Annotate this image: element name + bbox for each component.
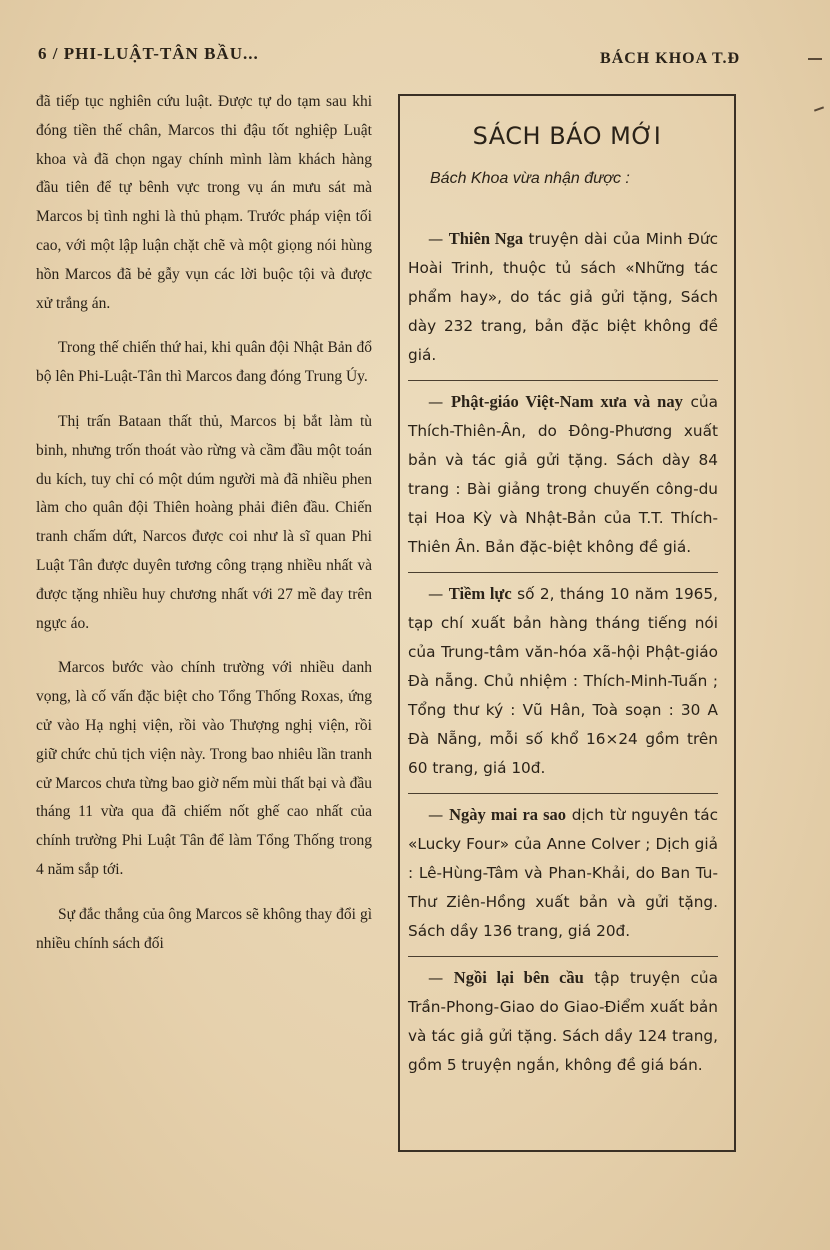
box-top-rule: [398, 94, 736, 96]
book-entry: — Thiên Nga truyện dài của Minh Đức Hoài Trinh, thuộc tủ sách «Những tác phẩm hay», do tác giả gửi tặng, Sách dày 232 trang, bản đặc biệt không đề giá.: [408, 229, 718, 364]
entry-divider: [408, 956, 718, 957]
book-entry: — Phật-giáo Việt-Nam xưa và nay của Thích-Thiên-Ân, do Đông-Phương xuất bản và tác giả gửi tặng. Sách dày 84 trang : Bài giảng trong chuyến công-du tại Hoa Kỳ và Nhật-Bản của T.T. Thích-Thiên Ân. Bản đặc-biệt không đề giá.: [408, 392, 718, 556]
running-head-left: 6 / PHI-LUẬT-TÂN BẦU...: [38, 44, 259, 63]
book-entry: — Ngày mai ra sao dịch từ nguyên tác «Lucky Four» của Anne Colver ; Dịch giả : Lê-Hùng-Tâm và Phan-Khải, do Ban Tu-Thư Ziên-Hồng xuất bản và gửi tặng. Sách dầy 136 trang, giá 20đ.: [408, 805, 718, 940]
book-entry: — Tiềm lực số 2, tháng 10 năm 1965, tạp chí xuất bản hàng tháng tiếng nói của Trung-tâm văn-hóa xã-hội Phật-giáo Đà nẵng. Chủ nhiệm : Thích-Minh-Tuấn ; Tổng thư ký : Vũ Hân, Toà soạn : 30 A Đà Nẵng, mỗi số khổ 16×24 gồm trên 60 trang, giá 10đ.: [408, 584, 719, 777]
book-description: dịch từ nguyên tác «Lucky Four» của Anne Colver ; Dịch giả : Lê-Hùng-Tâm và Phan-Khải, do Ban Tu-Thư Ziên-Hồng xuất bản và gửi tặng. Sách dầy 136 trang, giá 20đ.: [408, 806, 718, 940]
book-description: của Thích-Thiên-Ân, do Đông-Phương xuất bản và tác giả gửi tặng. Sách dày 84 trang : Bài giảng trong chuyến công-du tại Hoa Kỳ và Nhật-Bản của T.T. Thích-Thiên Ân. Bản đặc-biệt không đề giá.: [408, 393, 718, 556]
book-title: Thiên Nga: [448, 229, 524, 248]
article-paragraph: Thị trấn Bataan thất thủ, Marcos bị bắt làm tù binh, nhưng trốn thoát vào rừng và cầm đầu một toán du kích, tuy chỉ có một dúm người mà đã nhiều phen làm cho quân đội Thiên hoàng phải điên đầu. Chiến tranh chấm dứt, Narcos được coi như là sĩ quan Phi Luật Tân được duyên tương công trạng nhiều nhất và được tặng nhiều huy chương nhất với 27 mề đay trên ngực áo.: [36, 412, 372, 632]
entry-divider: [408, 572, 718, 573]
page-header: [38, 44, 800, 70]
paper-edge-mark: [814, 106, 824, 111]
book-description: tập truyện của Trần-Phong-Giao do Giao-Điểm xuất bản và tác giả gửi tặng. Sách dầy 124 trang, gồm 5 truyện ngắn, không đề giá bán.: [408, 969, 718, 1074]
article-paragraph: đã tiếp tục nghiên cứu luật. Được tự do tạm sau khi đóng tiền thế chân, Marcos thi đậu tốt nghiệp Luật khoa và đã chọn ngay chính mình làm khách hàng đầu tiên để tự bênh vực trong vụ án mưu sát mà Marcos bị tình nghi là thủ phạm. Trước pháp viện tối cao, với một lập luận chặt chẽ và một giọng nói hùng hồn Marcos đã bẻ gẫy vụn các lời buộc tội và được xử trắng án.: [36, 93, 372, 312]
article-paragraph: Marcos bước vào chính trường với nhiều danh vọng, là cố vấn đặc biệt cho Tổng Thống Roxas, ứng cử vào Hạ nghị viện, rồi vào Thượng nghị viện, rồi giữ chức chủ tịch viện này. Trong bao nhiêu lần tranh cử Marcos chưa từng bao giờ nếm mùi thất bại và đầu tháng 11 vừa qua đã chiếm nốt ghế cao nhất của chính trường Phi Luật Tân để làm Tổng Thống trong 4 năm sắp tới.: [36, 659, 372, 878]
entry-divider: [408, 793, 718, 794]
book-title: Tiềm lực: [448, 584, 512, 603]
article-column: [36, 88, 372, 974]
book-entry: — Ngồi lại bên cầu tập truyện của Trần-Phong-Giao do Giao-Điểm xuất bản và tác giả gửi tặng. Sách dầy 124 trang, gồm 5 truyện ngắn, không đề giá bán.: [408, 968, 718, 1074]
box-bottom-rule: [398, 1150, 736, 1152]
box-title: SÁCH BÁO MỚI: [472, 122, 662, 150]
article-paragraph: Sự đắc thắng của ông Marcos sẽ không thay đổi gì nhiều chính sách đối: [36, 905, 372, 952]
book-description: truyện dài của Minh Đức Hoài Trinh, thuộc tủ sách «Những tác phẩm hay», do tác giả gửi tặng, Sách dày 232 trang, bản đặc biệt không đề giá.: [408, 230, 718, 364]
paper-edge-mark: [808, 58, 822, 60]
book-description: số 2, tháng 10 năm 1965, tạp chí xuất bản hàng tháng tiếng nói của Trung-tâm văn-hóa xã-hội Phật-giáo Đà nẵng. Chủ nhiệm : Thích-Minh-Tuấn ; Tổng thư ký : Vũ Hân, Toà soạn : 30 A Đà Nẵng, mỗi số khổ 16×24 gồm trên 60 trang, giá 10đ.: [408, 585, 719, 777]
book-title: Phật-giáo Việt-Nam xưa và nay: [450, 392, 683, 411]
running-head-right: BÁCH KHOA T.Đ: [600, 50, 740, 67]
article-paragraph: Trong thế chiến thứ hai, khi quân đội Nhật Bản đổ bộ lên Phi-Luật-Tân thì Marcos đang đóng Trung Úy.: [36, 339, 372, 386]
book-title: Ngày mai ra sao: [449, 805, 567, 824]
book-title: Ngồi lại bên cầu: [453, 968, 584, 987]
entry-divider: [408, 380, 718, 381]
book-entries: [408, 224, 718, 1086]
box-subtitle: Bách Khoa vừa nhận được :: [430, 170, 630, 187]
